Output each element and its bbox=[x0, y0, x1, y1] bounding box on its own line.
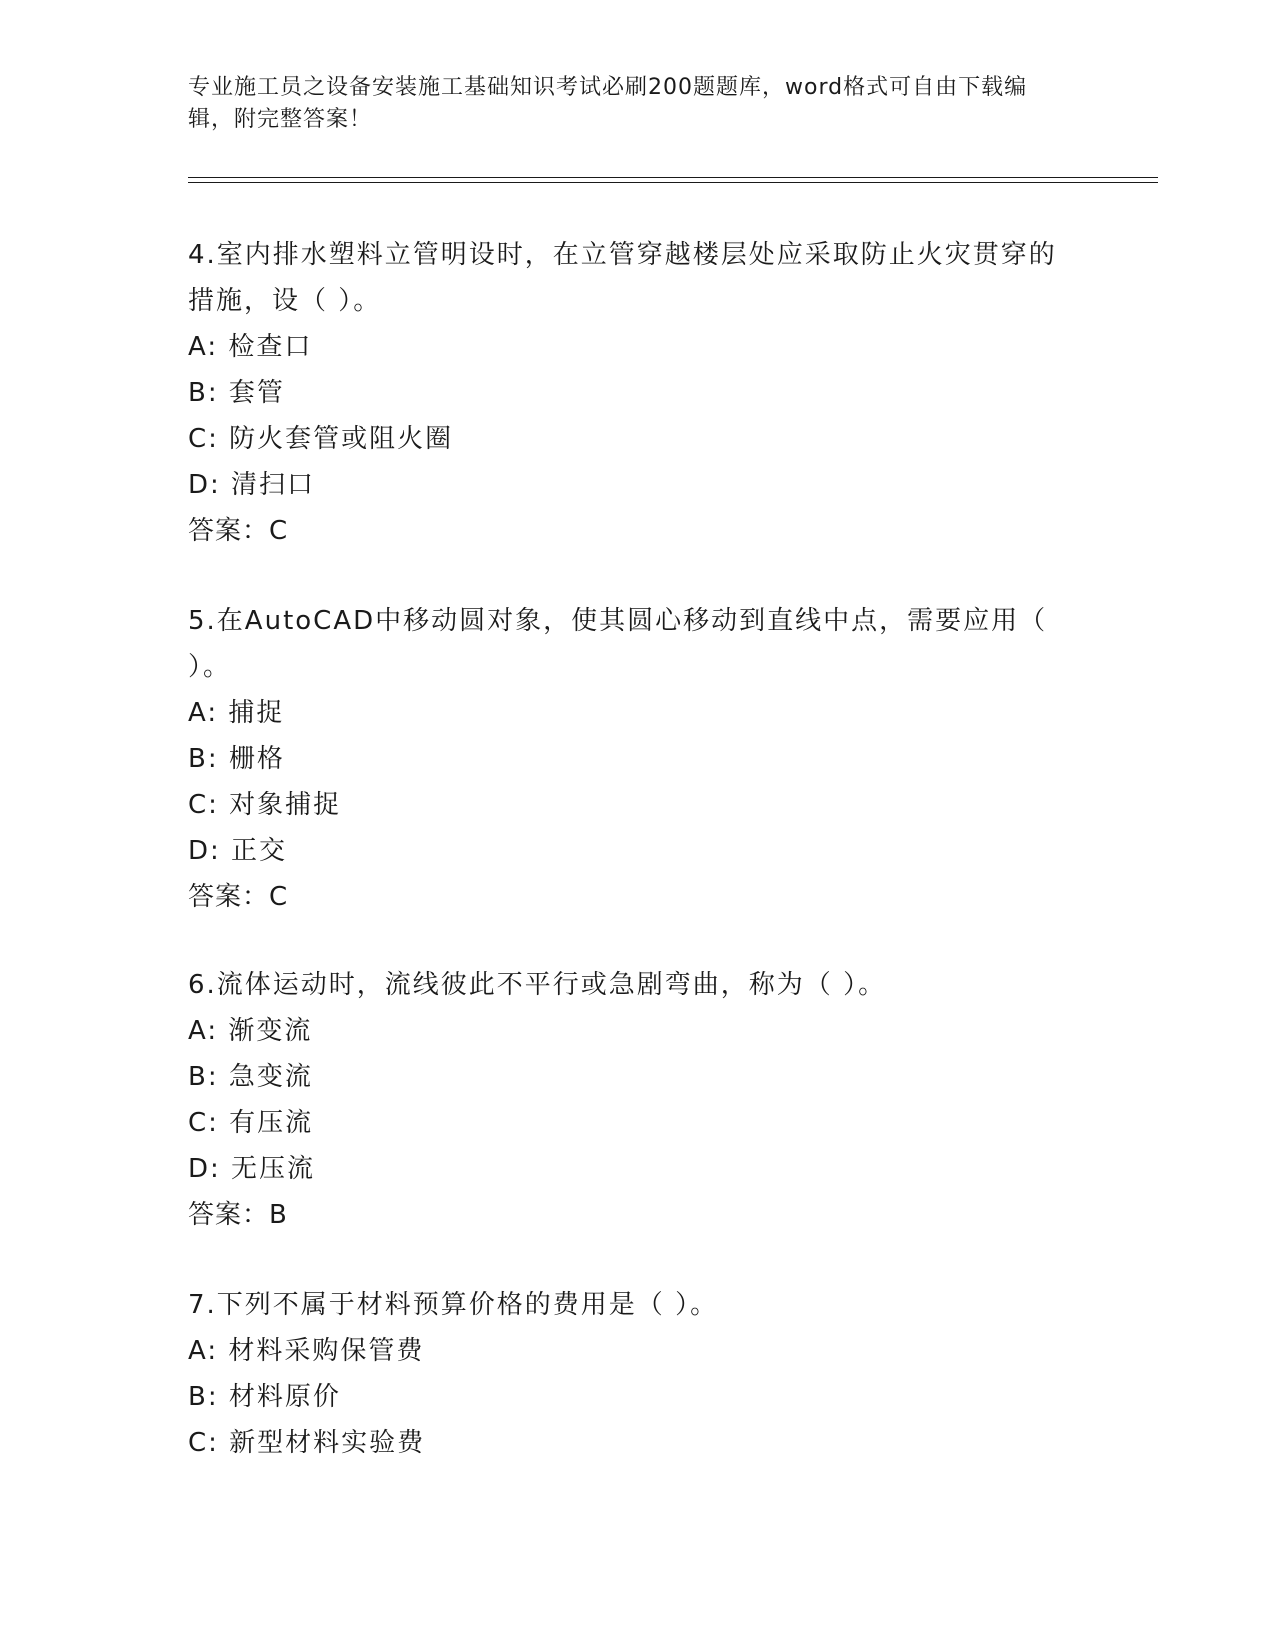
question-stem: 7.下列不属于材料预算价格的费用是（ ）。 bbox=[188, 1290, 719, 1320]
answer: 答案：C bbox=[188, 882, 289, 912]
option-c: C: 防火套管或阻火圈 bbox=[188, 424, 454, 454]
question-stem: 4.室内排水塑料立管明设时，在立管穿越楼层处应采取防止火灾贯穿的措施，设（ ）。 bbox=[188, 240, 1057, 316]
question-7 bbox=[188, 1282, 1068, 1466]
option-a: A: 渐变流 bbox=[188, 1016, 313, 1046]
question-stem: 5.在AutoCAD中移动圆对象，使其圆心移动到直线中点，需要应用（ ）。 bbox=[188, 606, 1048, 682]
option-a: A: 材料采购保管费 bbox=[188, 1336, 425, 1366]
question-5 bbox=[188, 598, 1068, 920]
option-b: B: 急变流 bbox=[188, 1062, 313, 1092]
option-b: B: 材料原价 bbox=[188, 1382, 341, 1412]
option-d: D: 无压流 bbox=[188, 1154, 316, 1184]
header-divider-bottom bbox=[188, 182, 1158, 183]
question-6 bbox=[188, 962, 1068, 1238]
option-b: B: 栅格 bbox=[188, 744, 285, 774]
question-stem: 6.流体运动时，流线彼此不平行或急剧弯曲，称为（ ）。 bbox=[188, 970, 887, 1000]
option-a: A: 检查口 bbox=[188, 332, 313, 362]
option-b: B: 套管 bbox=[188, 378, 285, 408]
question-4 bbox=[188, 232, 1068, 554]
option-c: C: 对象捕捉 bbox=[188, 790, 342, 820]
document-header: 专业施工员之设备安装施工基础知识考试必刷200题题库，word格式可自由下载编辑，附完整答案！ bbox=[188, 75, 1028, 132]
option-a: A: 捕捉 bbox=[188, 698, 285, 728]
option-d: D: 正交 bbox=[188, 836, 288, 866]
answer: 答案：B bbox=[188, 1200, 288, 1230]
header-divider-top bbox=[188, 177, 1158, 178]
option-c: C: 新型材料实验费 bbox=[188, 1428, 426, 1458]
answer: 答案：C bbox=[188, 516, 289, 546]
option-c: C: 有压流 bbox=[188, 1108, 314, 1138]
option-d: D: 清扫口 bbox=[188, 470, 316, 500]
